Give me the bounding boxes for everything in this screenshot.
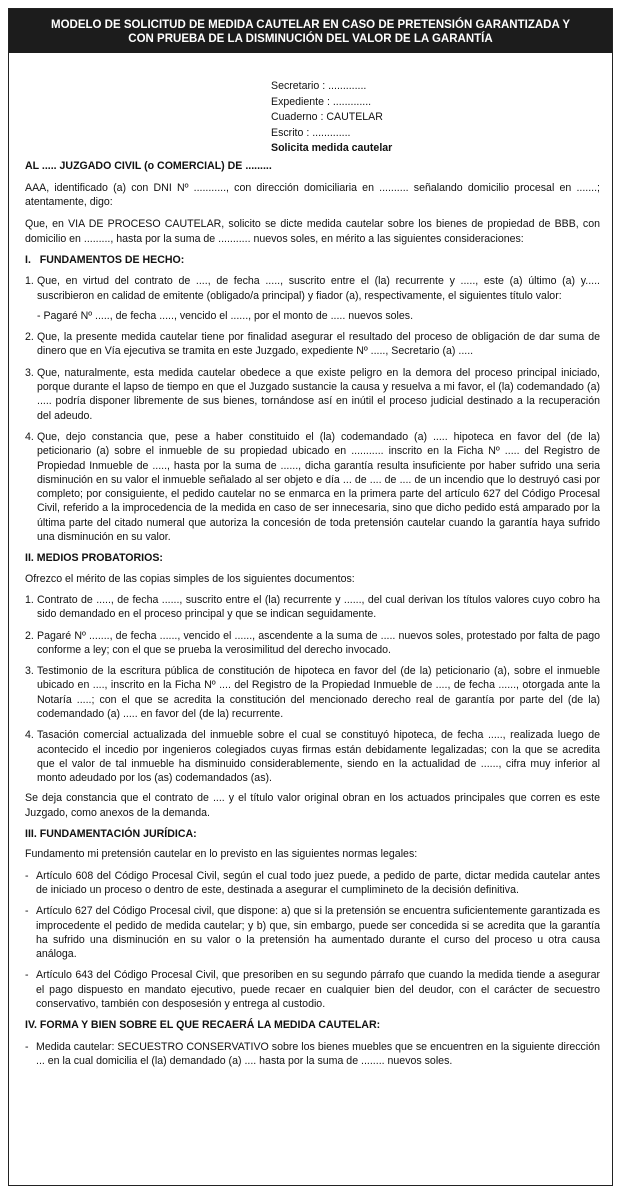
section-2-item <box>25 629 600 658</box>
document-frame <box>8 8 613 1186</box>
section-2-heading: II. MEDIOS PROBATORIOS: <box>25 552 163 565</box>
cuaderno-line: Cuaderno : CAUTELAR <box>271 111 383 123</box>
item-number: 4. <box>25 729 34 742</box>
item-number: 1. <box>25 275 34 288</box>
dash-marker: - <box>25 1040 29 1053</box>
request-paragraph: Que, en VIA DE PROCESO CAUTELAR, solicito se dicte medida cautelar sobre los bienes de propiedad de BBB, con domicilio en ........., hasta por la suma de ........... nuevos soles, en mérito a las siguientes consideraciones: <box>25 218 600 245</box>
section-2-intro: Ofrezco el mérito de las copias simples de los siguientes documentos: <box>25 572 355 585</box>
section-3-intro: Fundamento mi pretensión cautelar en lo previsto en las siguientes normas legales: <box>25 848 418 861</box>
solicita-line: Solicita medida cautelar <box>271 142 393 154</box>
item-number: 2. <box>25 331 34 344</box>
document-title <box>9 9 612 53</box>
dash-marker: - <box>25 869 29 882</box>
section-4-item <box>25 1040 600 1069</box>
section-1-item <box>25 430 600 544</box>
pagare-subitem: - Pagaré Nº ....., de fecha ....., vencido el ......, por el monto de ..... nuevos soles. <box>37 309 414 322</box>
item-text: Que, en virtud del contrato de ...., de fecha ....., suscrito entre el (la) recurrente y ....., este (a) último (a) y..... suscribieron en calidad de emitente (obligado/a principal) y fiador (a), respectivamente, el siguientes título valor: <box>37 275 600 302</box>
item-text: Testimonio de la escritura pública de constitución de hipoteca en favor del (de la) peticionario (a), sobre el inmueble ubicado en ...., inscrito en la Ficha Nº .... del Registro de la Propiedad Inmueble de ...., de fecha ......, otorgada ante la Notaría .....; con el que se acredita la constitución del mencionado derecho real de garantía por parte del (de la) codemandado (a) ..... en favor del (de la) recurrente. <box>37 665 600 720</box>
section-3-heading: III. FUNDAMENTACIÓN JURÍDICA: <box>25 828 197 841</box>
item-text: Medida cautelar: SECUESTRO CONSERVATIVO sobre los bienes muebles que se encuentren en la siguiente dirección ... en la cual domicilia el (la) demandado (a) .... hasta por la suma de ........ nuevos soles. <box>36 1040 600 1067</box>
document-body <box>9 53 612 1068</box>
item-number: 3. <box>25 665 34 678</box>
item-text: Artículo 627 del Código Procesal civil, que dispone: a) que si la pretensión se encuentra suficientemente garantizada es improcedente el pedido de medida cautelar; y b) que, sin embargo, puede ser concedida si se acredita que la garantía ha sufrido una disminución en su valor o la pretensión ha aumentado durante el curso del proceso u otra causa análoga. <box>36 905 600 961</box>
section-1-item <box>25 274 600 303</box>
intro-paragraph: AAA, identificado (a) con DNI Nº ..........., con dirección domiciliaria en .......... señalando domicilio procesal en .......; atentamente, digo: <box>25 181 600 209</box>
section-2-closing: Se deja constancia que el contrato de .... y el título valor original obran en los actuados principales que corren es este Juzgado, como anexos de la demanda. <box>25 792 600 819</box>
item-text: Contrato de ....., de fecha ......, suscrito entre el (la) recurrente y ......, del cual derivan los títulos valores cuyo cobro ha sido demandado en el proceso principal y que se indican seguidamente. <box>37 593 600 621</box>
item-text: Tasación comercial actualizada del inmueble sobre el cual se constituyó hipoteca, de fecha ....., realizada luego de acontecido el incedio por ingenieros colegiados cuyas firmas están debidamente legalizadas; con la que se acredita que el valor de tal inmueble ha disminuido considerablemente, siendo en la actualidad de ......, cifra muy inferior al monto adeudado por los (as) codemandados (as). <box>37 729 600 785</box>
section-3-item <box>25 869 600 898</box>
section-2-item <box>25 593 600 622</box>
section-3-item <box>25 968 600 1011</box>
item-number: 4. <box>25 430 34 443</box>
item-text: Que, la presente medida cautelar tiene por finalidad asegurar el resultado del proceso de obligación de dar suma de dinero que en Vía ejecutiva se tramita en este Juzgado, expediente Nº ....., Secretario (a) ..... <box>37 331 600 358</box>
item-text: Pagaré Nº ......., de fecha ......, vencido el ......, ascendente a la suma de ..... nuevos soles, protestado por falta de pago conforme a ley; con el que se prueba la verosimilitud del derecho invocado. <box>37 629 600 656</box>
item-number: 1. <box>25 593 34 606</box>
section-3-item <box>25 904 600 961</box>
section-1-item <box>25 366 600 423</box>
item-text: Que, naturalmente, esta medida cautelar obedece a que existe peligro en la demora del proceso principal iniciado, porque durante el lapso de tiempo en que el Juzgado sustancie la causa y resuelva a mi favor, el (la) codemandado (a) ..... podría disponer libremente de sus bienes, tornándose así en inútil el proceso judicial destinado a la recuperación del adeudo. <box>37 366 600 422</box>
dash-marker: - <box>25 905 29 918</box>
case-metadata <box>271 79 600 157</box>
item-text: Que, dejo constancia que, pese a haber constituido el (la) codemandado (a) ..... hipoteca en favor del (de la) peticionario (a) sobre el inmueble de su propiedad ubicado en ........... inscrito en la Ficha Nº ..... del Registro de Propiedad Inmueble de ....., hasta por la suma de ......, dicha garantía resulta insuficiente por haber sufrido una seria disminución en su valor el inmueble señalado al ser objeto e día ... de .... de .... de un incendio que lo destruyó casi por completo; por consiguiente, el pedido cautelar no se enmarca en la primera parte del artículo 627 del Código Procesal Civil, referido a la improcedencia de la medida en caso de ser innecesaria, sino que dicho pedido está amparado por la última parte del citado numeral que autoriza la concesión de toda pretensión cautelar cuando la garantía haya sufrido una disminución en su valor. <box>37 430 600 544</box>
item-text: Artículo 608 del Código Procesal Civil, según el cual todo juez puede, a pedido de parte, dictar medida cautelar antes de iniciado un proceso o dentro de este, destinada a asegurar el cumplimineto de la decisión definitiva. <box>36 869 600 896</box>
item-number: 3. <box>25 366 34 379</box>
section-4-heading: IV. FORMA Y BIEN SOBRE EL QUE RECAERÁ LA MEDIDA CAUTELAR: <box>25 1019 381 1032</box>
expediente-line: Expediente : ............. <box>271 95 372 108</box>
secretario-line: Secretario : ............. <box>271 80 367 92</box>
item-number: 2. <box>25 629 34 642</box>
section-1-item <box>25 330 600 359</box>
escrito-line: Escrito : ............. <box>271 126 351 139</box>
title-line-1: MODELO DE SOLICITUD DE MEDIDA CAUTELAR EN CASO DE PRETENSIÓN GARANTIZADA Y <box>50 18 570 31</box>
addressee: AL ..... JUZGADO CIVIL (o COMERCIAL) DE ......... <box>25 159 272 172</box>
dash-marker: - <box>25 969 29 982</box>
section-2-item <box>25 664 600 721</box>
item-text: Artículo 643 del Código Procesal Civil, que presoriben en su segundo párrafo que cuando la medida tiende a asegurar el pago dispuesto en mandato ejecutivo, puede recaer en cualquier bien del deudor, con el carácter de secuestro conservativo, también con desposesión y entrega al custodio. <box>36 969 600 1011</box>
section-1-heading: I. FUNDAMENTOS DE HECHO: <box>25 253 185 266</box>
section-2-item <box>25 728 600 785</box>
title-line-2: CON PRUEBA DE LA DISMINUCIÓN DEL VALOR DE LA GARANTÍA <box>128 32 493 45</box>
